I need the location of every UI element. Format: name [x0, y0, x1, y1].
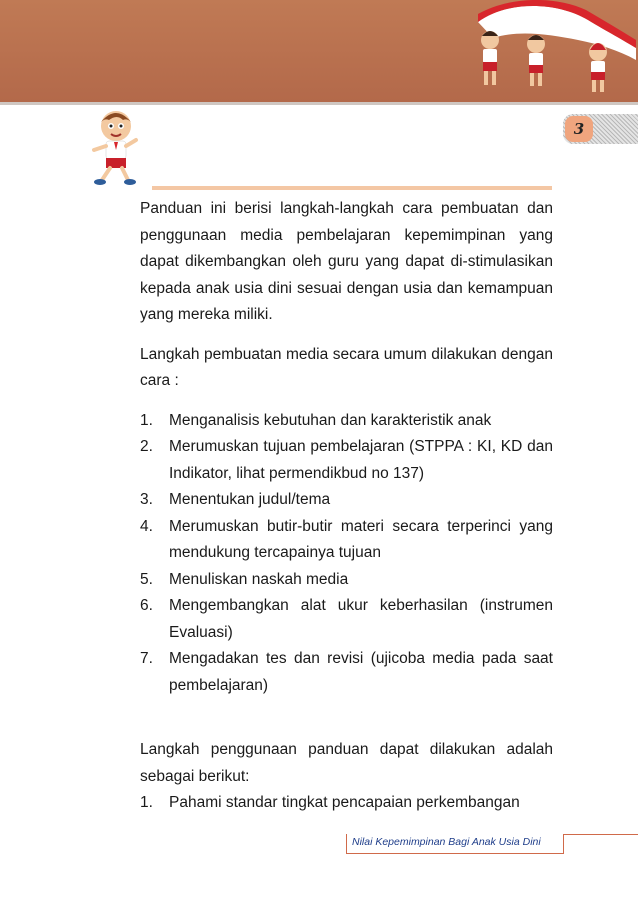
list-item: [140, 646, 553, 699]
list-item-number: 2.: [140, 438, 153, 455]
list-item-number: 1.: [140, 411, 153, 429]
list-item-text: Menganalisis kebutuhan dan karakteristik anak: [169, 411, 492, 429]
making-steps-intro: Langkah pembuatan media secara umum dilakukan dengan cara :: [140, 345, 553, 389]
footer-title: Nilai Kepemimpinan Bagi Anak Usia Dini: [352, 836, 541, 848]
list-item-number: 5.: [140, 570, 153, 588]
list-item-text: Merumuskan tujuan pembelajaran (STPPA : KI, KD dan Indikator, lihat permendikbud no 137): [169, 438, 553, 482]
list-item-text: Menuliskan naskah media: [169, 570, 349, 588]
list-item: [140, 567, 553, 594]
list-item-number: 6.: [140, 597, 153, 614]
running-boy-mascot: [84, 106, 148, 190]
making-steps-list: [140, 408, 553, 700]
header-banner-shadow: [0, 102, 638, 105]
children-flag-illustration: [438, 0, 638, 102]
list-item: [140, 790, 553, 817]
intro-paragraph: Panduan ini berisi langkah-langkah cara pembuatan dan penggunaan media pembelajaran kepemimpinan yang dapat dikembangkan oleh guru yang dapat di-stimulasikan kepada anak usia dini sesuai dengan usia dan kemampuan yang mereka miliki.: [140, 200, 553, 323]
main-content: [140, 196, 553, 817]
list-item-text: Mengadakan tes dan revisi (ujicoba media pada saat pembelajaran): [169, 650, 553, 694]
list-item-text: Pahami standar tingkat pencapaian perkembangan: [169, 794, 520, 811]
list-item-number: 7.: [140, 650, 153, 667]
list-item-number: 1.: [140, 794, 153, 811]
list-item-text: Menentukan judul/tema: [169, 491, 331, 508]
list-item-number: 4.: [140, 517, 153, 535]
list-item: [140, 408, 553, 435]
list-item: [140, 434, 553, 487]
list-item-text: Merumuskan butir-butir materi secara terperinci yang mendukung tercapainya tujuan: [169, 517, 553, 561]
list-item: [140, 487, 553, 514]
usage-steps-intro: Langkah penggunaan panduan dapat dilakukan adalah sebagai berikut:: [140, 741, 553, 785]
page-number: 3: [565, 116, 593, 142]
list-item-number: 3.: [140, 491, 153, 508]
list-item: [140, 593, 553, 646]
header-divider: [152, 186, 552, 190]
list-item-text: Mengembangkan alat ukur keberhasilan (instrumen Evaluasi): [169, 597, 553, 641]
list-item: [140, 514, 553, 567]
usage-steps-list: [140, 790, 553, 817]
